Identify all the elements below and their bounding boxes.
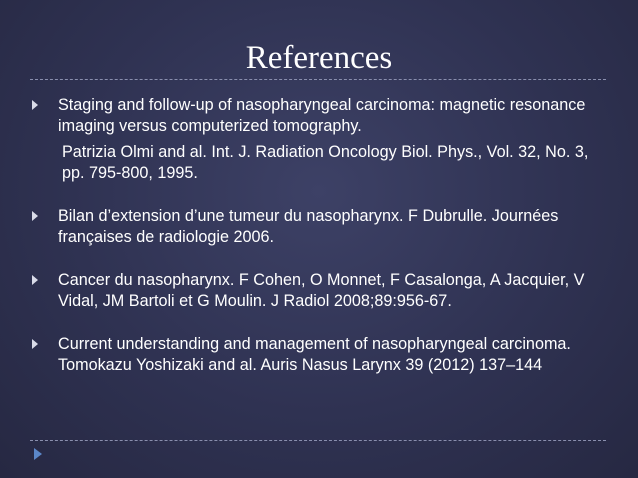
title-divider <box>30 79 606 80</box>
triangle-right-icon[interactable] <box>34 448 42 460</box>
reference-text: Staging and follow-up of nasopharyngeal carcinoma: magnetic resonance imaging versus computerized tomography. <box>58 96 586 135</box>
bullet-icon <box>32 339 38 349</box>
slide-title: References <box>245 40 393 76</box>
reference-list <box>30 95 610 376</box>
reference-text: Cancer du nasopharynx. F Cohen, O Monnet, F Casalonga, A Jacquier, V Vidal, JM Bartoli et G Moulin. J Radiol 2008;89:956-67. <box>58 271 585 310</box>
bullet-icon <box>32 100 38 110</box>
reference-item <box>30 334 610 376</box>
footer-divider <box>30 440 606 441</box>
reference-item <box>30 206 610 248</box>
reference-item <box>30 95 610 184</box>
bullet-icon <box>32 211 38 221</box>
reference-text: Bilan d’extension d’une tumeur du nasopharynx. F Dubrulle. Journées françaises de radiologie 2006. <box>58 207 559 246</box>
reference-text: Current understanding and management of nasopharyngeal carcinoma. Tomokazu Yoshizaki and al. Auris Nasus Larynx 39 (2012) 137–144 <box>58 335 571 374</box>
reference-item <box>30 270 610 312</box>
reference-citation: Patrizia Olmi and al. Int. J. Radiation Oncology Biol. Phys., Vol. 32, No. 3, pp. 795-800, 1995. <box>62 143 589 182</box>
bullet-icon <box>32 275 38 285</box>
